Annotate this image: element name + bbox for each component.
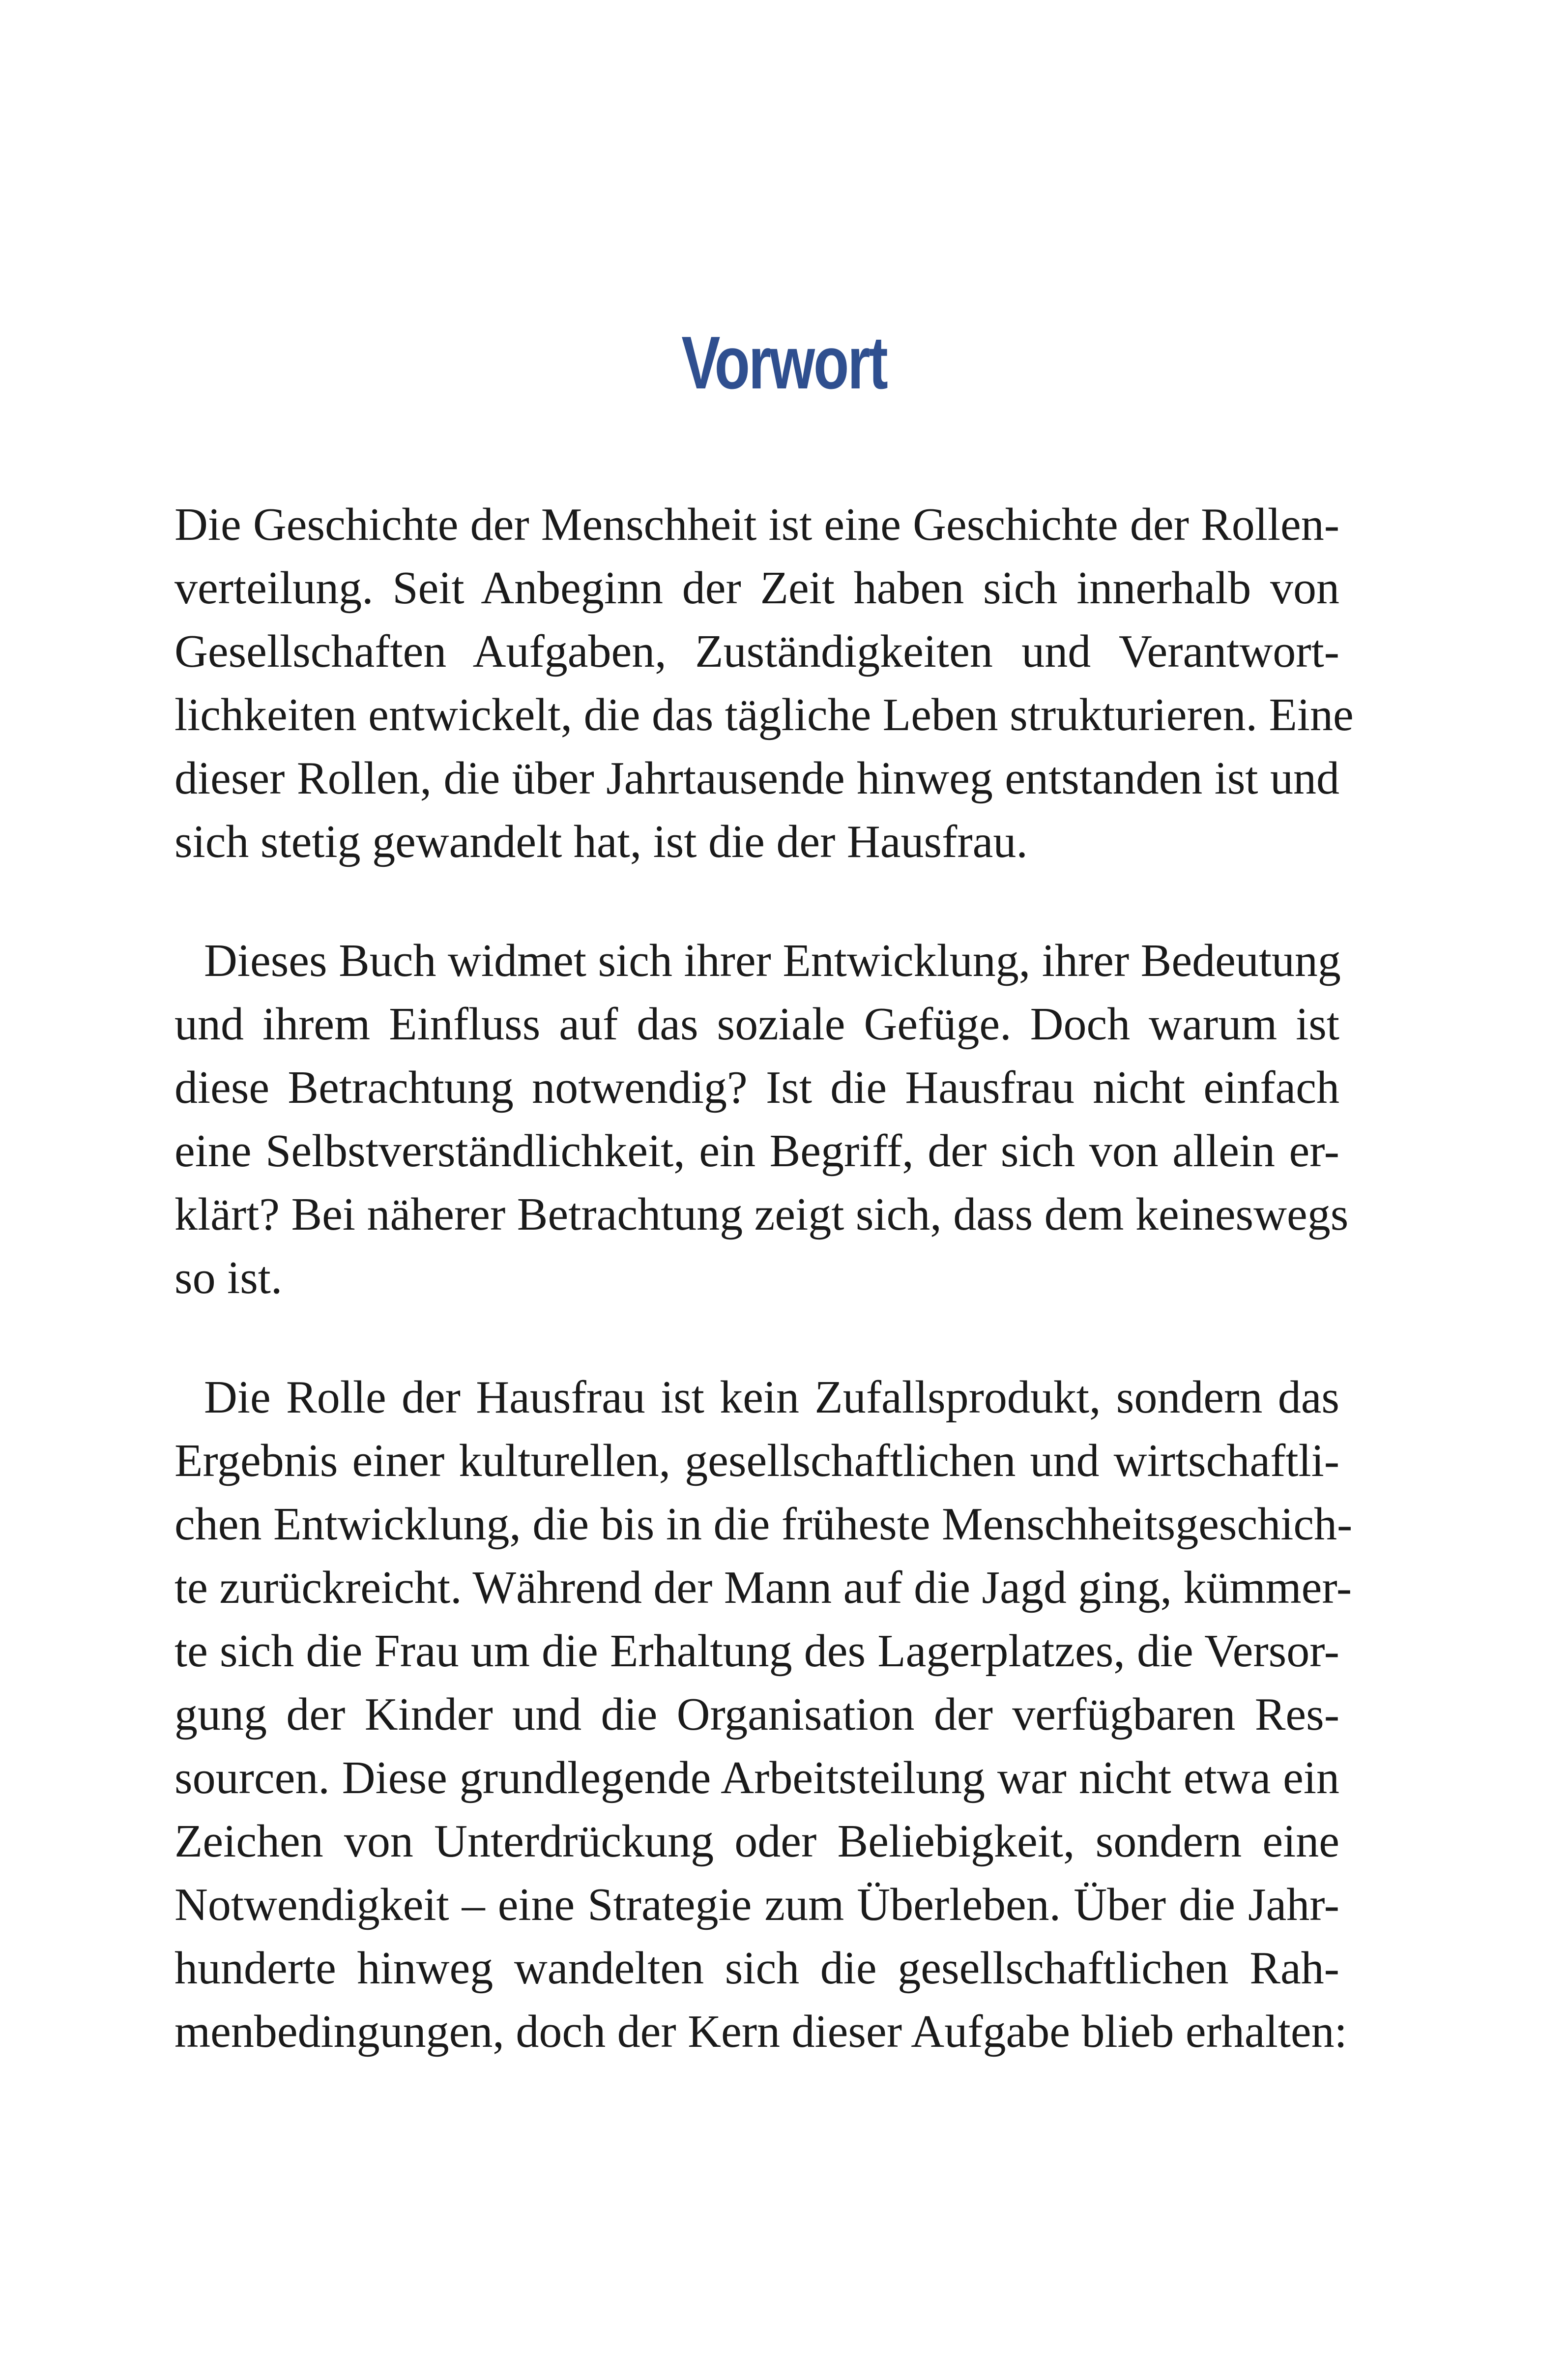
text-line: chen Entwicklung, die bis in die früheste Menschheitsgeschich- (174, 1499, 1353, 1550)
text-line: diese Betrachtung notwendig? Ist die Hausfrau nicht einfach (174, 1062, 1339, 1113)
text-line: Notwendigkeit – eine Strategie zum Überleben. Über die Jahr- (174, 1879, 1339, 1930)
text-line: lichkeiten entwickelt, die das tägliche Leben strukturieren. Eine (174, 689, 1354, 740)
text-line: dieser Rollen, die über Jahrtausende hinweg entstanden ist und (174, 753, 1339, 804)
text-line: Die Geschichte der Menschheit ist eine Geschichte der Rollen- (174, 499, 1339, 550)
paragraph-2 (174, 929, 1349, 1310)
text-line: Gesellschaften Aufgaben, Zuständigkeiten und Verantwort- (174, 626, 1339, 677)
text-line: und ihrem Einfluss auf das soziale Gefüge. Doch warum ist (174, 999, 1339, 1050)
text-line: verteilung. Seit Anbeginn der Zeit haben sich innerhalb von (174, 562, 1339, 614)
text-line: te zurückreicht. Während der Mann auf die Jagd ging, kümmer- (174, 1562, 1352, 1613)
text-line: klärt? Bei näherer Betrachtung zeigt sich, dass dem keineswegs (174, 1189, 1349, 1240)
text-line: gung der Kinder und die Organisation der verfügbaren Res- (174, 1689, 1339, 1740)
text-line: Zeichen von Unterdrückung oder Beliebigkeit, sondern eine (174, 1816, 1339, 1867)
text-line: Ergebnis einer kulturellen, gesellschaftlichen und wirtschaftli- (174, 1435, 1339, 1486)
chapter-heading: Vorwort (681, 321, 887, 405)
text-line: Die Rolle der Hausfrau ist kein Zufallsprodukt, sondern das (204, 1372, 1339, 1423)
text-line: te sich die Frau um die Erhaltung des Lagerplatzes, die Versor- (174, 1625, 1339, 1677)
text-line: eine Selbstverständlichkeit, ein Begriff, der sich von allein er- (174, 1125, 1339, 1177)
text-line: sourcen. Diese grundlegende Arbeitsteilung war nicht etwa ein (174, 1752, 1339, 1803)
text-line: so ist. (174, 1252, 283, 1303)
text-line: sich stetig gewandelt hat, ist die der Hausfrau. (174, 816, 1028, 867)
paragraph-1 (174, 493, 1354, 874)
text-line: hunderte hinweg wandelten sich die gesellschaftlichen Rah- (174, 1943, 1339, 1994)
text-line: Dieses Buch widmet sich ihrer Entwicklung, ihrer Bedeutung (204, 935, 1341, 986)
text-line: menbedingungen, doch der Kern dieser Aufgabe blieb erhalten: (174, 2006, 1347, 2057)
paragraph-3 (174, 1366, 1353, 2064)
